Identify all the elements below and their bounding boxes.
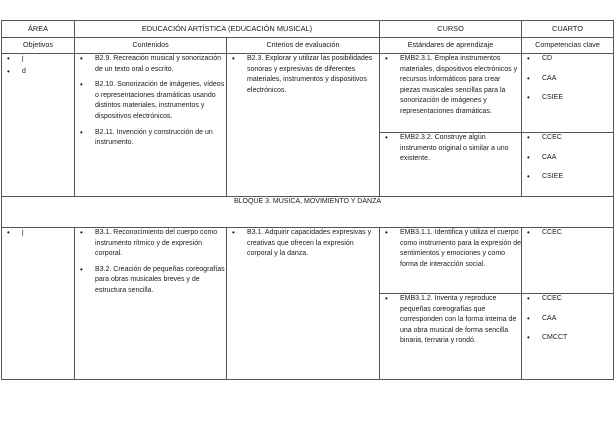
col-contenidos: Contenidos <box>75 38 227 54</box>
area-label: ÁREA <box>2 21 75 38</box>
block3-criterios <box>227 228 380 380</box>
block3-competencias-1 <box>522 228 614 294</box>
col-competencias: Competencias clave <box>522 38 614 54</box>
table-row <box>2 228 614 294</box>
list-item: • B3.1. Adquirir capacidades expresivas y creativas que ofrecen la expresión corporal y la danza. <box>227 228 379 260</box>
block3-objetivos <box>2 228 75 380</box>
list-item: • B3.2. Creación de pequeñas coreografías para obras musicales breves y de estructura sencilla. <box>75 265 226 297</box>
curso-label: CURSO <box>380 21 522 38</box>
block3-competencias-2 <box>522 294 614 380</box>
col-criterios: Criterios de evaluación <box>227 38 380 54</box>
list-item: • CAA <box>522 74 613 85</box>
list-item: • B2.9. Recreación musical y sonorización de un texto oral o escrito. <box>75 54 226 75</box>
curriculum-table <box>1 20 614 380</box>
block2-criterios <box>227 54 380 197</box>
block3-title: BLOQUE 3. MÚSICA, MOVIMIENTO Y DANZA <box>2 197 614 228</box>
list-item: • B2.3. Explorar y utilizar las posibilidades sonoras y expresivas de diferentes materiales, instrumentos y dispositivos electrónicos. <box>227 54 379 96</box>
list-item: • j <box>2 228 74 239</box>
list-item: • EMB3.1.1. Identifica y utiliza el cuerpo como instrumento para la expresión de sentimientos y emociones y como forma de interacción social. <box>380 228 521 270</box>
col-objetivos: Objetivos <box>2 38 75 54</box>
list-item: • EMB2.3.1. Emplea instrumentos materiales, dispositivos electrónicos y recursos informáticos para crear piezas musicales sencillas para la sonorización de imágenes y representaciones dramáticas. <box>380 54 521 118</box>
list-item: • CMCCT <box>522 333 613 344</box>
block2-competencias-2 <box>522 133 614 197</box>
block2-competencias-1 <box>522 54 614 133</box>
header-row <box>2 21 614 38</box>
list-item: • CD <box>522 54 613 65</box>
curso-value: CUARTO <box>522 21 614 38</box>
block3-standard-1 <box>380 228 522 294</box>
list-item: • d <box>2 67 74 78</box>
column-header-row <box>2 38 614 54</box>
block3-contenidos <box>75 228 227 380</box>
list-item: • EMB3.1.2. Inventa y reproduce pequeñas coreografías que corresponden con la forma interna de una obra musical de forma sencilla binaria, ternaria y rondó. <box>380 294 521 347</box>
block2-contenidos <box>75 54 227 197</box>
list-item: • CCEC <box>522 133 613 144</box>
list-item: • B2.11. Invención y construcción de un instrumento. <box>75 128 226 149</box>
list-item: • CSIEE <box>522 93 613 104</box>
col-estandares: Estándares de aprendizaje <box>380 38 522 54</box>
list-item: • B3.1. Reconocimiento del cuerpo como instrumento rítmico y de expresión corporal. <box>75 228 226 260</box>
block-title-row <box>2 197 614 228</box>
list-item: • j <box>2 54 74 65</box>
list-item: • CAA <box>522 314 613 325</box>
list-item: • CAA <box>522 153 613 164</box>
list-item: • CCEC <box>522 294 613 305</box>
list-item: • B2.10. Sonorización de imágenes, vídeos o representaciones dramáticas usando distintos materiales, instrumentos y dispositivos electrónicos. <box>75 80 226 122</box>
list-item: • CCEC <box>522 228 613 239</box>
block2-standard-1 <box>380 54 522 133</box>
table-row <box>2 54 614 133</box>
list-item: • EMB2.3.2. Construye algún instrumento original o similar a uno existente. <box>380 133 521 165</box>
subject-title: EDUCACIÓN ARTÍSTICA (EDUCACIÓN MUSICAL) <box>75 21 380 38</box>
block2-objetivos <box>2 54 75 197</box>
block2-standard-2 <box>380 133 522 197</box>
block3-standard-2 <box>380 294 522 380</box>
list-item: • CSIEE <box>522 172 613 183</box>
